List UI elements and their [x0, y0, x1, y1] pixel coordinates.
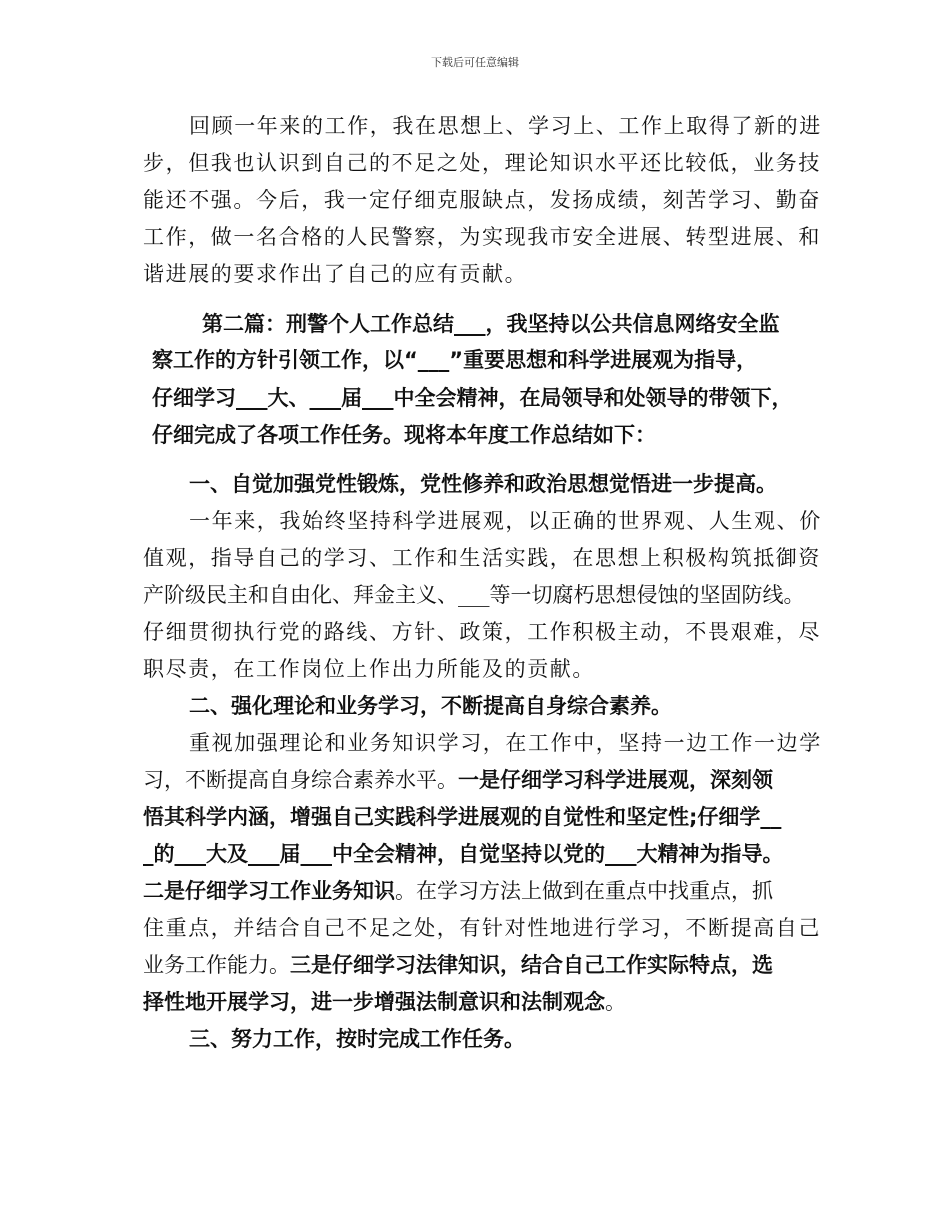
text: 值观，指导自己的学习、工作和生活实践，在思想上积极构筑抵御资: [143, 546, 821, 570]
bold-text: _的___大及___届___中全会精神，自觉坚持以党的___大精神为指导。: [143, 842, 784, 866]
bold-text: 三是仔细学习法律知识，结合自己工作实际特点，选: [290, 953, 773, 977]
paragraph-4-line-1: [189, 733, 822, 754]
section-heading-1: [189, 474, 777, 495]
paragraph-2-line-3: [152, 388, 793, 409]
bold-text: 择性地开展学习，进一步增强法制意识和法制观念: [143, 990, 605, 1014]
text: 谐进展的要求作出了自己的应有贡献。: [143, 262, 528, 286]
paragraph-4-line-8: [143, 992, 626, 1013]
text: 。: [605, 990, 626, 1014]
paragraph-1-line-5: [143, 264, 527, 285]
paragraph-1-line-1: [189, 116, 822, 137]
paragraph-4-line-2: [143, 770, 773, 791]
bold-text: 仔细完成了各项工作任务。现将本年度工作总结如下：: [152, 423, 656, 447]
bold-text: 察工作的方针引领工作，以“___”重要思想和科学进展观为指导，: [152, 348, 758, 372]
paragraph-4-line-5: [143, 881, 773, 902]
text: 重视加强理论和业务知识学习，在工作中，坚持一边工作一边学: [189, 731, 822, 755]
bold-text: 一是仔细学习科学进展观，深刻领: [458, 768, 773, 792]
page-header: 下载后可任意编辑: [431, 56, 519, 69]
text: 仔细贯彻执行党的路线、方针、政策，工作积极主动，不畏艰难，尽: [143, 620, 821, 644]
bold-text: 三、努力工作，按时完成工作任务。: [189, 1027, 525, 1051]
paragraph-3-line-3: [143, 585, 805, 606]
text: 住重点，并结合自己不足之处，有针对性地进行学习，不断提高自己: [143, 916, 821, 940]
paragraph-3-line-1: [189, 511, 822, 532]
section-heading-3: [189, 1029, 525, 1050]
paragraph-4-line-4: [143, 844, 784, 865]
bold-text: 悟其科学内涵，增强自己实践科学进展观的自觉性和坚定性;仔细学__: [143, 805, 782, 829]
text: 职尽责，在工作岗位上作出力所能及的贡献。: [143, 657, 595, 681]
paragraph-4-line-6: [143, 918, 821, 939]
paragraph-1-line-3: [143, 190, 821, 211]
paragraph-3-line-5: [143, 659, 595, 680]
bold-text: 二是仔细学习工作业务知识: [143, 879, 395, 903]
bold-text: 仔细学习___大、___届___中全会精神，在局领导和处领导的带领下，: [152, 386, 793, 410]
bold-text: 二、强化理论和业务学习，不断提高自身综合素养。: [189, 694, 672, 718]
bold-text: 一、自觉加强党性锻炼，党性修养和政治思想觉悟进一步提高。: [189, 472, 777, 496]
paragraph-2-line-2: [152, 350, 757, 371]
paragraph-4-line-7: [143, 955, 773, 976]
text: 回顾一年来的工作，我在思想上、学习上、工作上取得了新的进: [189, 114, 822, 138]
paragraph-3-line-4: [143, 622, 821, 643]
text: 业务工作能力。: [143, 953, 290, 977]
text: 一年来，我始终坚持科学进展观，以正确的世界观、人生观、价: [189, 509, 822, 533]
paragraph-1-line-2: [143, 153, 821, 174]
text: 习，不断提高自身综合素养水平。: [143, 768, 458, 792]
text: 工作，做一名合格的人民警察，为实现我市安全进展、转型进展、和: [143, 225, 821, 249]
paragraph-2-line-1: [202, 314, 780, 335]
paragraph-4-line-3: [143, 807, 781, 828]
paragraph-3-line-2: [143, 548, 821, 569]
text: 步，但我也认识到自己的不足之处，理论知识水平还比较低，业务技: [143, 151, 821, 175]
text: 。在学习方法上做到在重点中找重点，抓: [395, 879, 773, 903]
text: 能还不强。今后，我一定仔细克服缺点，发扬成绩，刻苦学习、勤奋: [143, 188, 821, 212]
text: 产阶级民主和自由化、拜金主义、___等一切腐朽思想侵蚀的坚固防线。: [143, 583, 805, 607]
section-heading-2: [189, 696, 672, 717]
paragraph-1-line-4: [143, 227, 821, 248]
bold-text: 第二篇：刑警个人工作总结___，我坚持以公共信息网络安全监: [202, 312, 780, 336]
paragraph-2-line-4: [152, 425, 656, 446]
